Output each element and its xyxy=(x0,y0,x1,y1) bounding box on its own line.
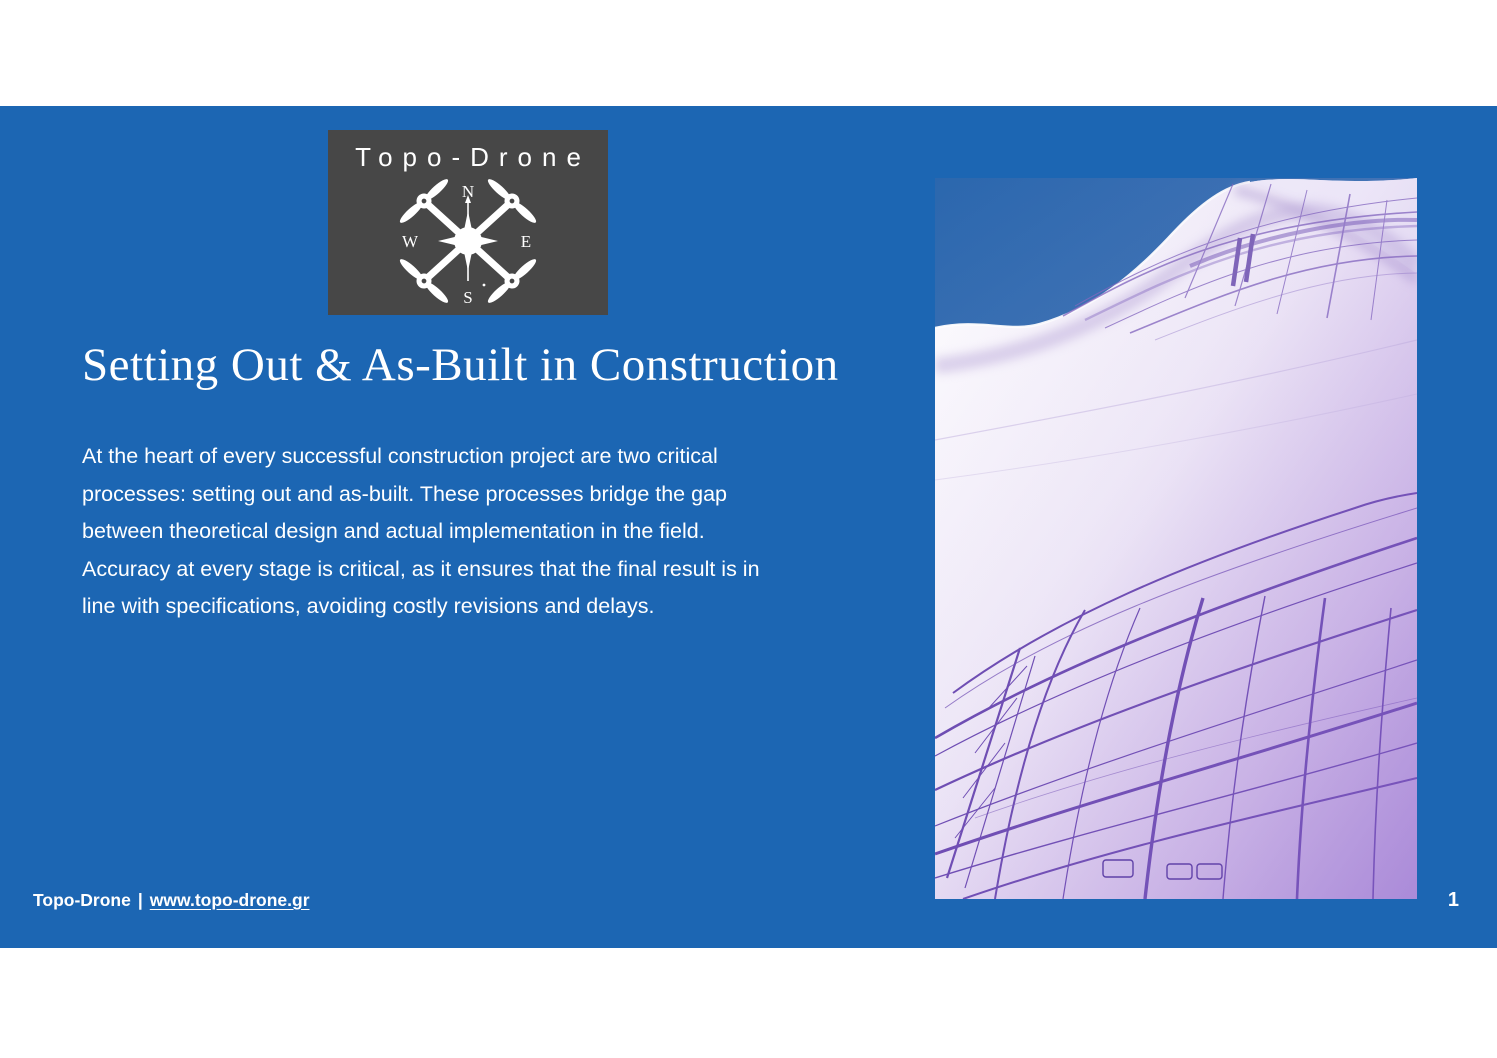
compass-w-label: W xyxy=(401,232,419,251)
page-number: 1 xyxy=(1447,889,1459,911)
body-line: Accuracy at every stage is critical, as it ensures that the final result is in xyxy=(82,556,760,581)
brand-name: Topo-Drone xyxy=(355,142,591,172)
body-paragraph xyxy=(82,438,862,626)
blueprint-photo xyxy=(935,178,1417,899)
compass-n-label: N xyxy=(461,182,475,201)
brand-logo xyxy=(328,130,608,315)
compass-s-label: S xyxy=(463,288,473,307)
body-line: line with specifications, avoiding costly revisions and delays. xyxy=(82,594,655,619)
drone-compass-icon xyxy=(398,175,538,307)
blueprint-illustration xyxy=(935,178,1417,899)
compass-e-label: E xyxy=(520,232,532,251)
footer-separator: | xyxy=(137,890,143,910)
body-line: processes: setting out and as-built. These processes bridge the gap xyxy=(82,481,727,506)
body-line: between theoretical design and actual implementation in the field. xyxy=(82,519,705,544)
body-line: At the heart of every successful construction project are two critical xyxy=(82,444,718,468)
slide-background xyxy=(0,106,1497,948)
footer-brand: Topo-Drone xyxy=(33,890,131,910)
page-title: Setting Out & As-Built in Construction xyxy=(82,339,839,391)
footer xyxy=(33,890,310,911)
footer-link[interactable]: www.topo-drone.gr xyxy=(149,890,310,910)
